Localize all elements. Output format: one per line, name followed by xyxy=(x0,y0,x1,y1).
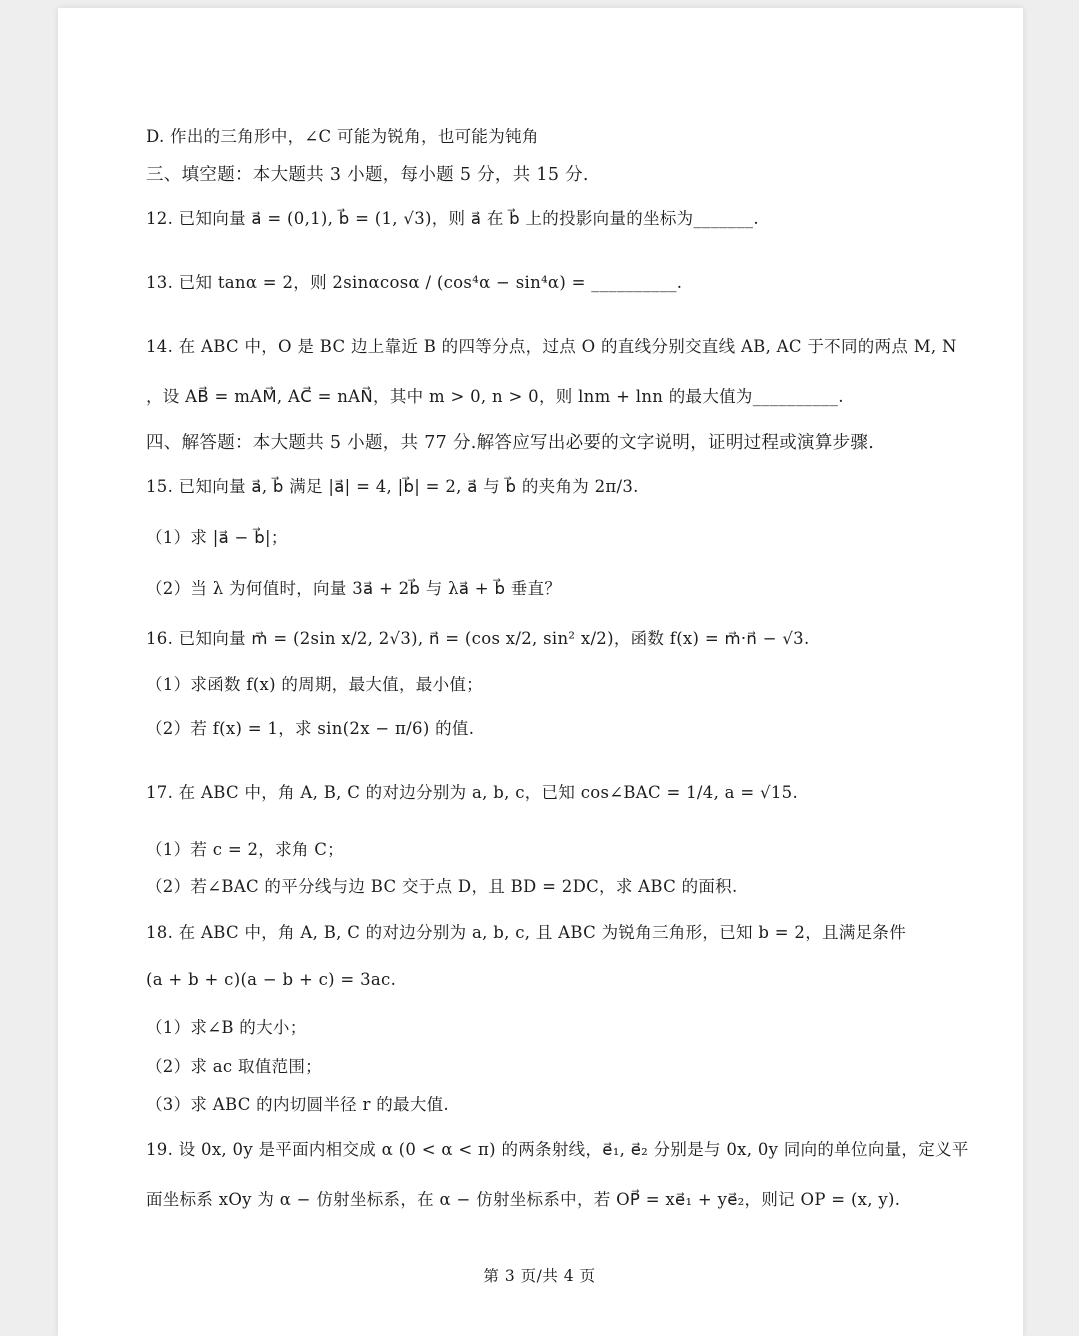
question-16: 16. 已知向量 m⃗ = (2sin x/2, 2√3), n⃗ = (cos x/2, sin² x/2)，函数 f(x) = m⃗·n⃗ − √3. xyxy=(146,629,810,648)
question-14: 14. 在 ABC 中，O 是 BC 边上靠近 B 的四等分点，过点 O 的直线分别交直线 AB, AC 于不同的两点 M, N xyxy=(146,337,957,356)
question-15: 15. 已知向量 a⃗, b⃗ 满足 |a⃗| = 4, |b⃗| = 2, a⃗ 与 b⃗ 的夹角为 2π/3. xyxy=(146,477,639,496)
question-18-part-2: （2）求 ac 取值范围； xyxy=(146,1057,322,1076)
page-footer: 第 3 页/共 4 页 xyxy=(483,1267,596,1285)
question-16-part-2: （2）若 f(x) = 1，求 sin(2x − π/6) 的值. xyxy=(146,719,475,738)
question-16-part-1: （1）求函数 f(x) 的周期，最大值，最小值； xyxy=(146,675,483,694)
question-12: 12. 已知向量 a⃗ = (0,1), b⃗ = (1, √3)，则 a⃗ 在 b⃗ 上的投影向量的坐标为_______. xyxy=(146,209,759,228)
question-19-continued: 面坐标系 xOy 为 α − 仿射坐标系，在 α − 仿射坐标系中，若 OP⃗ = xe⃗₁ + ye⃗₂，则记 OP = (x, y). xyxy=(146,1190,901,1209)
question-17-part-2: （2）若∠BAC 的平分线与边 BC 交于点 D，且 BD = 2DC，求 ABC 的面积. xyxy=(146,877,738,896)
section-heading-fill-in: 三、填空题：本大题共 3 小题，每小题 5 分，共 15 分. xyxy=(146,165,589,185)
question-19: 19. 设 0x, 0y 是平面内相交成 α (0 < α < π) 的两条射线，e⃗₁, e⃗₂ 分别是与 0x, 0y 同向的单位向量，定义平 xyxy=(146,1140,969,1159)
question-17-part-1: （1）若 c = 2，求角 C； xyxy=(146,840,344,859)
question-18-part-3: （3）求 ABC 的内切圆半径 r 的最大值. xyxy=(146,1095,449,1114)
question-18: 18. 在 ABC 中，角 A, B, C 的对边分别为 a, b, c, 且 ABC 为锐角三角形，已知 b = 2，且满足条件 xyxy=(146,923,907,942)
option-d: D. 作出的三角形中，∠C 可能为锐角，也可能为钝角 xyxy=(146,127,539,146)
question-14-continued: ，设 AB⃗ = mAM⃗, AC⃗ = nAN⃗，其中 m > 0, n > 0，则 lnm + lnn 的最大值为__________. xyxy=(146,387,844,406)
question-18-part-1: （1）求∠B 的大小； xyxy=(146,1018,307,1037)
section-heading-solutions: 四、解答题：本大题共 5 小题，共 77 分.解答应写出必要的文字说明，证明过程或演算步骤. xyxy=(146,433,875,453)
question-15-part-1: （1）求 |a⃗ − b⃗|； xyxy=(146,528,288,547)
question-13: 13. 已知 tanα = 2，则 2sinαcosα / (cos⁴α − sin⁴α) = __________. xyxy=(146,273,683,292)
question-15-part-2: （2）当 λ 为何值时，向量 3a⃗ + 2b⃗ 与 λa⃗ + b⃗ 垂直？ xyxy=(146,579,562,598)
question-17: 17. 在 ABC 中，角 A, B, C 的对边分别为 a, b, c，已知 cos∠BAC = 1/4, a = √15. xyxy=(146,783,798,802)
question-18-condition: (a + b + c)(a − b + c) = 3ac. xyxy=(146,970,397,989)
